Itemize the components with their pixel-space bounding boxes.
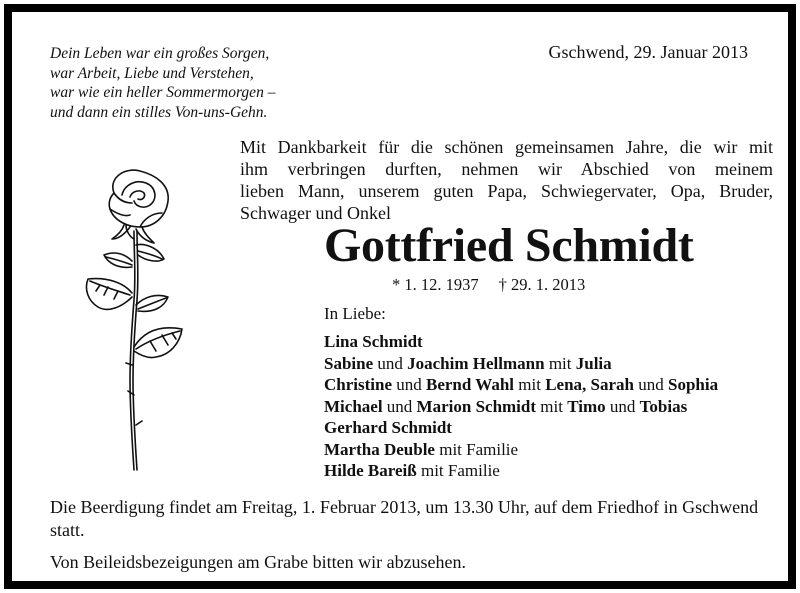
intro-text xyxy=(240,136,773,224)
intro-line: Mit Dankbarkeit für die schönen gemeinsamen Jahre, die wir mit xyxy=(240,137,773,157)
poem-line: war Arbeit, Liebe und Verstehen, xyxy=(50,64,254,82)
connector: und xyxy=(373,353,408,373)
mourner-name: Julia xyxy=(575,353,612,373)
obituary-frame xyxy=(4,4,796,589)
mourner-name: Bernd Wahl xyxy=(426,375,515,394)
mourner-line xyxy=(324,396,718,418)
mourner-name: Hilde Bareiß xyxy=(324,461,417,480)
death-date: † 29. 1. 2013 xyxy=(498,275,586,294)
mourner-line xyxy=(324,331,718,353)
mourners-list xyxy=(324,331,718,482)
mourner-name: Christine xyxy=(324,375,392,394)
mourner-line xyxy=(324,353,718,375)
rose-icon xyxy=(74,165,194,475)
mourner-name: Lina Schmidt xyxy=(324,332,423,351)
poem-line: und dann ein stilles Von-uns-Gehn. xyxy=(50,103,268,121)
place-date: Gschwend, 29. Januar 2013 xyxy=(548,42,748,62)
connector: mit Familie xyxy=(416,461,500,480)
mourner-name: Sophia xyxy=(668,375,719,394)
mourner-line xyxy=(324,439,718,461)
birth-date: * 1. 12. 1937 xyxy=(392,275,479,294)
life-dates xyxy=(392,275,585,295)
mourner-name: Lena, Sarah xyxy=(545,375,634,394)
deceased-name: Gottfried Schmidt xyxy=(324,219,694,272)
connector: mit xyxy=(544,353,576,373)
condolence-notice: Von Beileidsbezeigungen am Grabe bitten wir abzusehen. xyxy=(50,552,467,572)
mourner-line xyxy=(324,460,718,482)
connector: mit Familie xyxy=(434,439,519,459)
connector: und xyxy=(605,396,640,416)
mourner-name: Marion Schmidt xyxy=(416,396,537,416)
intro-line: ihm verbringen durften, nehmen wir Abschied von meinem xyxy=(240,159,773,179)
mourner-name: Sabine xyxy=(324,353,374,373)
connector: und xyxy=(392,375,426,394)
mourner-name: Martha Deuble xyxy=(324,439,435,459)
memorial-poem xyxy=(50,44,275,122)
poem-line: war wie ein heller Sommermorgen – xyxy=(50,84,276,101)
intro-line: lieben Mann, unserem guten Papa, Schwiegervater, Opa, Bruder, xyxy=(240,181,773,201)
mourner-name: Joachim Hellmann xyxy=(407,353,545,373)
connector: und xyxy=(382,396,417,416)
mourner-line xyxy=(324,374,718,396)
mourner-name: Timo xyxy=(567,396,606,416)
connector: mit xyxy=(514,375,546,394)
connector: mit xyxy=(536,396,568,416)
mourner-name: Tobias xyxy=(639,396,688,416)
mourner-name: Gerhard Schmidt xyxy=(324,418,452,437)
funeral-notice: Die Beerdigung findet am Freitag, 1. Februar 2013, um 13.30 Uhr, auf dem Friedhof in Gschwend statt. xyxy=(50,497,759,540)
connector: und xyxy=(634,375,668,394)
poem-line: Dein Leben war ein großes Sorgen, xyxy=(50,45,270,62)
mourner-name: Michael xyxy=(324,396,383,416)
in-love-heading: In Liebe: xyxy=(324,304,386,323)
mourner-line xyxy=(324,417,718,439)
intro-line: Schwager und Onkel xyxy=(240,203,391,223)
